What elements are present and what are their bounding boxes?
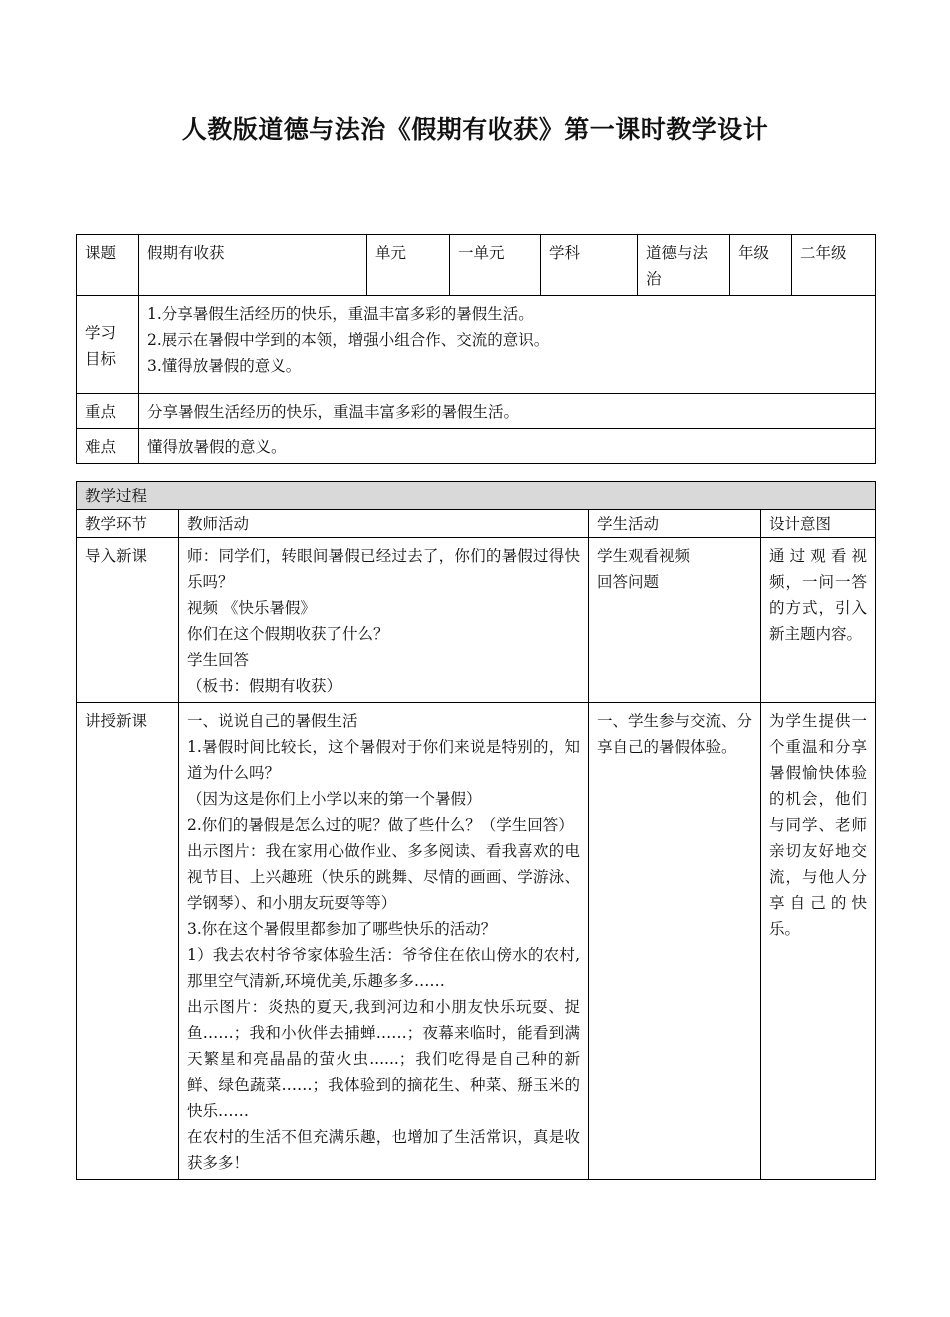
teacher-line: 出示图片：我在家用心做作业、多多阅读、看我喜欢的电视节目、上兴趣班（快乐的跳舞、尽情的画画、学游泳、学钢琴）、和小朋友玩耍等等） [187, 842, 580, 912]
teacher-line: 师：同学们，转眼间暑假已经过去了，你们的暑假过得快乐吗？ [187, 547, 580, 591]
teacher-line: 出示图片：炎热的夏天,我到河边和小朋友快乐玩耍、捉鱼……；我和小伙伴去捕蝉……；夜幕来临时，能看到满天繁星和亮晶晶的萤火虫......；我们吃得是自己种的新鲜、绿色蔬菜……；我体验到的摘花生、种菜、掰玉米的快乐…… [187, 998, 580, 1120]
process-header: 教学过程 [77, 482, 876, 510]
teacher-line: 一、说说自己的暑假生活 [187, 712, 358, 730]
student-line: 学生观看视频 [597, 547, 691, 565]
column-header-stage: 教学环节 [77, 510, 179, 538]
subject-label: 学科 [541, 235, 638, 296]
topic-label: 课题 [77, 235, 139, 296]
topic-value: 假期有收获 [139, 235, 367, 296]
goal-item: 2.展示在暑假中学到的本领，增强小组合作、交流的意识。 [147, 331, 550, 349]
goals-list [139, 296, 876, 394]
student-line: 回答问题 [597, 573, 660, 591]
teacher-line: （板书：假期有收获） [187, 677, 343, 695]
stage-intro: 导入新课 [77, 538, 179, 703]
stage-new-lesson: 讲授新课 [77, 703, 179, 1180]
key-point-label: 重点 [77, 394, 139, 429]
design-intent-intro: 通过观看视频，一问一答的方式，引入新主题内容。 [761, 538, 876, 703]
difficulty-label: 难点 [77, 429, 139, 464]
goal-item: 1.分享暑假生活经历的快乐，重温丰富多彩的暑假生活。 [147, 305, 534, 323]
teacher-line: 你们在这个假期收获了什么？ [187, 625, 389, 643]
grade-label: 年级 [730, 235, 792, 296]
teacher-line: 学生回答 [187, 651, 250, 669]
goals-label: 学习目标 [77, 296, 139, 394]
unit-value: 一单元 [450, 235, 541, 296]
page-title: 人教版道德与法治《假期有收获》第一课时教学设计 [181, 115, 769, 144]
goal-item: 3.懂得放暑假的意义。 [147, 357, 302, 375]
key-point-value: 分享暑假生活经历的快乐，重温丰富多彩的暑假生活。 [139, 394, 876, 429]
teacher-line: 视频 《快乐暑假》 [187, 599, 316, 617]
grade-value: 二年级 [792, 235, 876, 296]
unit-label: 单元 [367, 235, 450, 296]
difficulty-value: 懂得放暑假的意义。 [139, 429, 876, 464]
student-activity-intro [589, 538, 761, 703]
teacher-line: 2.你们的暑假是怎么过的呢？做了些什么？（学生回答） [187, 816, 574, 834]
teacher-line: （因为这是你们上小学以来的第一个暑假） [187, 790, 482, 808]
teacher-line: 1.暑假时间比较长，这个暑假对于你们来说是特别的，知道为什么吗？ [187, 738, 580, 782]
design-intent-new-lesson: 为学生提供一个重温和分享暑假愉快体验的机会，他们与同学、老师亲切友好地交流，与他人分享自己的快乐。 [761, 703, 876, 1180]
teacher-line: 在农村的生活不但充满乐趣，也增加了生活常识，真是收获多多！ [187, 1128, 580, 1172]
student-line: 一、学生参与交流、分享自己的暑假体验。 [597, 712, 753, 756]
teacher-line: 1）我去农村爷爷家体验生活：爷爷住在依山傍水的农村,那里空气清新,环境优美,乐趣多多…… [187, 946, 580, 990]
teacher-line: 3.你在这个暑假里都参加了哪些快乐的活动？ [187, 920, 497, 938]
teacher-activity-new-lesson [179, 703, 589, 1180]
teaching-process-table [76, 481, 876, 1180]
column-header-teacher: 教师活动 [179, 510, 589, 538]
subject-value: 道德与法治 [638, 235, 730, 296]
student-activity-new-lesson [589, 703, 761, 1180]
lesson-info-table [76, 234, 876, 464]
column-header-intent: 设计意图 [761, 510, 876, 538]
column-header-student: 学生活动 [589, 510, 761, 538]
teacher-activity-intro [179, 538, 589, 703]
